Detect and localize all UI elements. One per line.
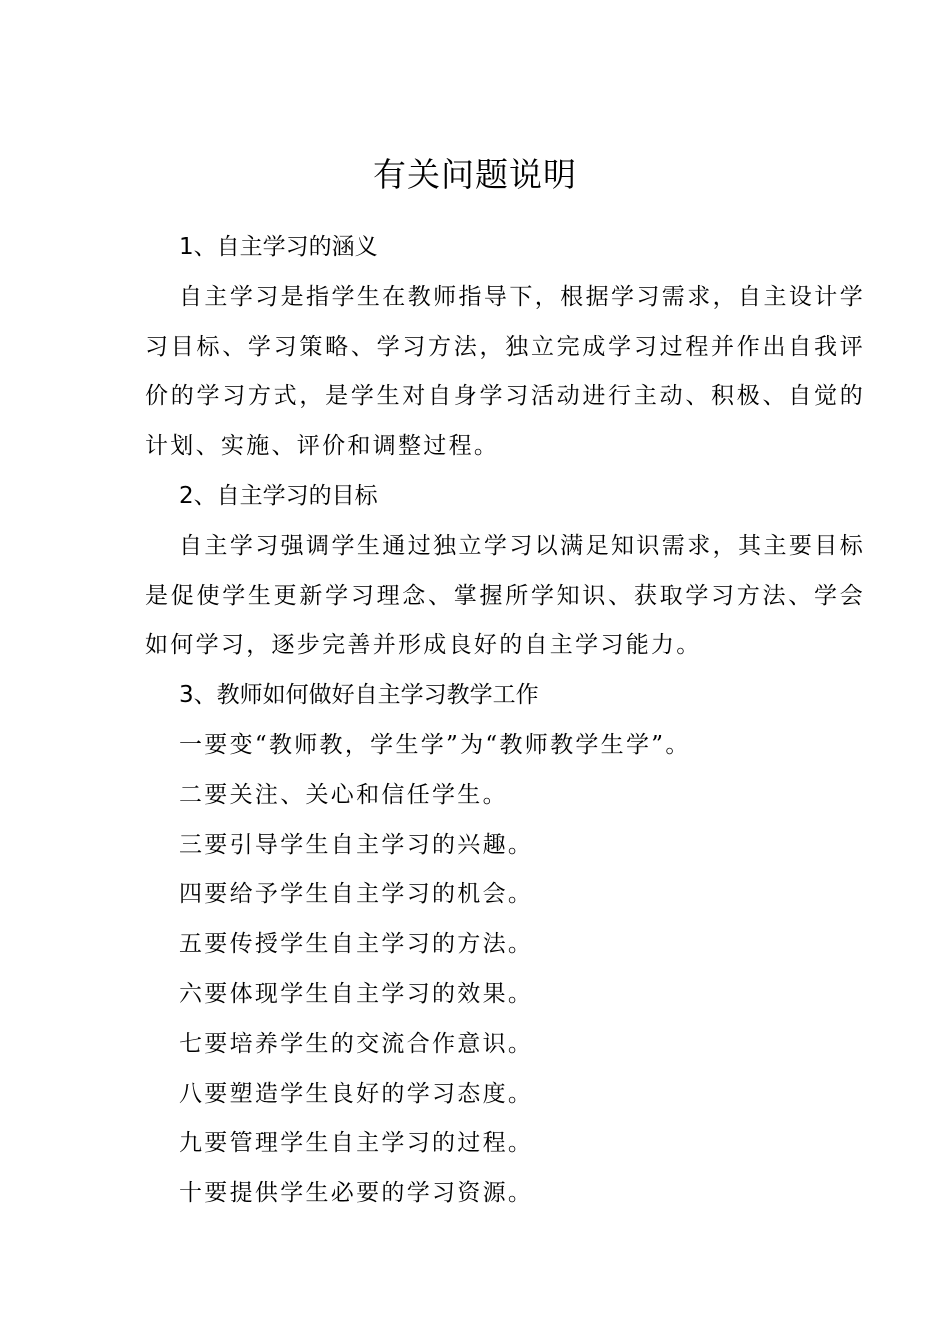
paragraph-goals: 自主学习强调学生通过独立学习以满足知识需求，其主要目标是促使学生更新学习理念、掌握所学知识、获取学习方法、学会如何学习，逐步完善并形成良好的自主学习能力。: [145, 532, 865, 659]
list-item: 三要引导学生自主学习的兴趣。: [179, 831, 534, 858]
section-heading-meaning: 1、自主学习的涵义: [179, 234, 378, 260]
paragraph-meaning: 自主学习是指学生在教师指导下，根据学习需求，自主设计学习目标、学习策略、学习方法，独立完成学习过程并作出自我评价的学习方式，是学生对自身学习活动进行主动、积极、自觉的计划、实施、评价和调整过程。: [145, 283, 865, 460]
section-heading-goals: 2、自主学习的目标: [179, 482, 378, 509]
list-item: 七要培养学生的交流合作意识。: [179, 1030, 534, 1057]
list-item: 十要提供学生必要的学习资源。: [179, 1180, 534, 1207]
list-item: 四要给予学生自主学习的机会。: [179, 881, 534, 908]
list-item: 九要管理学生自主学习的过程。: [179, 1130, 534, 1157]
list-item: 一要变“教师教，学生学”为“教师教学生学”。: [179, 731, 691, 758]
list-item: 二要关注、关心和信任学生。: [179, 781, 508, 808]
document-body: [145, 223, 865, 1219]
page-title: 有关问题说明: [373, 155, 577, 194]
section-heading-teacher-work: 3、教师如何做好自主学习教学工作: [179, 682, 539, 709]
list-item: 六要体现学生自主学习的效果。: [179, 980, 534, 1007]
list-item: 五要传授学生自主学习的方法。: [179, 931, 534, 958]
list-item: 八要塑造学生良好的学习态度。: [179, 1080, 534, 1107]
